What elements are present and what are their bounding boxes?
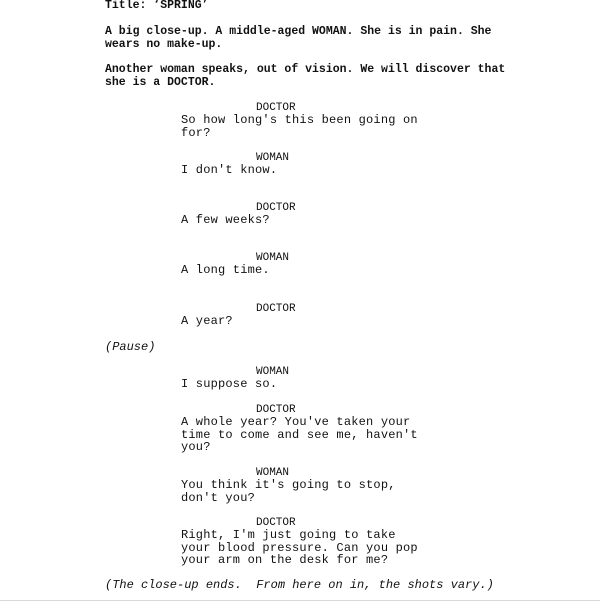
character-cue-woman: WOMAN — [256, 152, 290, 164]
character-cue-doctor: DOCTOR — [256, 202, 296, 214]
character-cue-woman: WOMAN — [256, 467, 290, 479]
character-cue-doctor: DOCTOR — [256, 404, 296, 416]
dialogue-line: So how long's this been going on for? — [181, 113, 418, 140]
script-title: Title: ‘SPRING’ — [105, 0, 209, 12]
action-paragraph-1: A big close-up. A middle-aged WOMAN. She is in pain. She wears no make-up. — [105, 25, 492, 51]
character-cue-doctor: DOCTOR — [256, 517, 296, 529]
page-bottom-edge — [0, 600, 600, 601]
dialogue-line: A long time. — [181, 263, 270, 277]
dialogue-line: I don't know. — [181, 163, 278, 177]
dialogue-line: You think it's going to stop, don't you? — [181, 478, 396, 505]
character-cue-woman: WOMAN — [256, 252, 290, 264]
stage-direction-closing: (The close-up ends. From here on in, the shots vary.) — [105, 578, 494, 592]
action-paragraph-2: Another woman speaks, out of vision. We will discover that she is a DOCTOR. — [105, 63, 506, 89]
character-cue-doctor: DOCTOR — [256, 102, 296, 114]
stage-direction-pause: (Pause) — [105, 340, 156, 354]
dialogue-line: I suppose so. — [181, 377, 278, 391]
character-cue-doctor: DOCTOR — [256, 303, 296, 315]
dialogue-line: A whole year? You've taken your time to come and see me, haven't you? — [181, 415, 418, 455]
character-cue-woman: WOMAN — [256, 366, 290, 378]
dialogue-line: A year? — [181, 314, 233, 328]
dialogue-line: Right, I'm just going to take your blood pressure. Can you pop your arm on the desk for me? — [181, 528, 418, 568]
dialogue-line: A few weeks? — [181, 213, 270, 227]
